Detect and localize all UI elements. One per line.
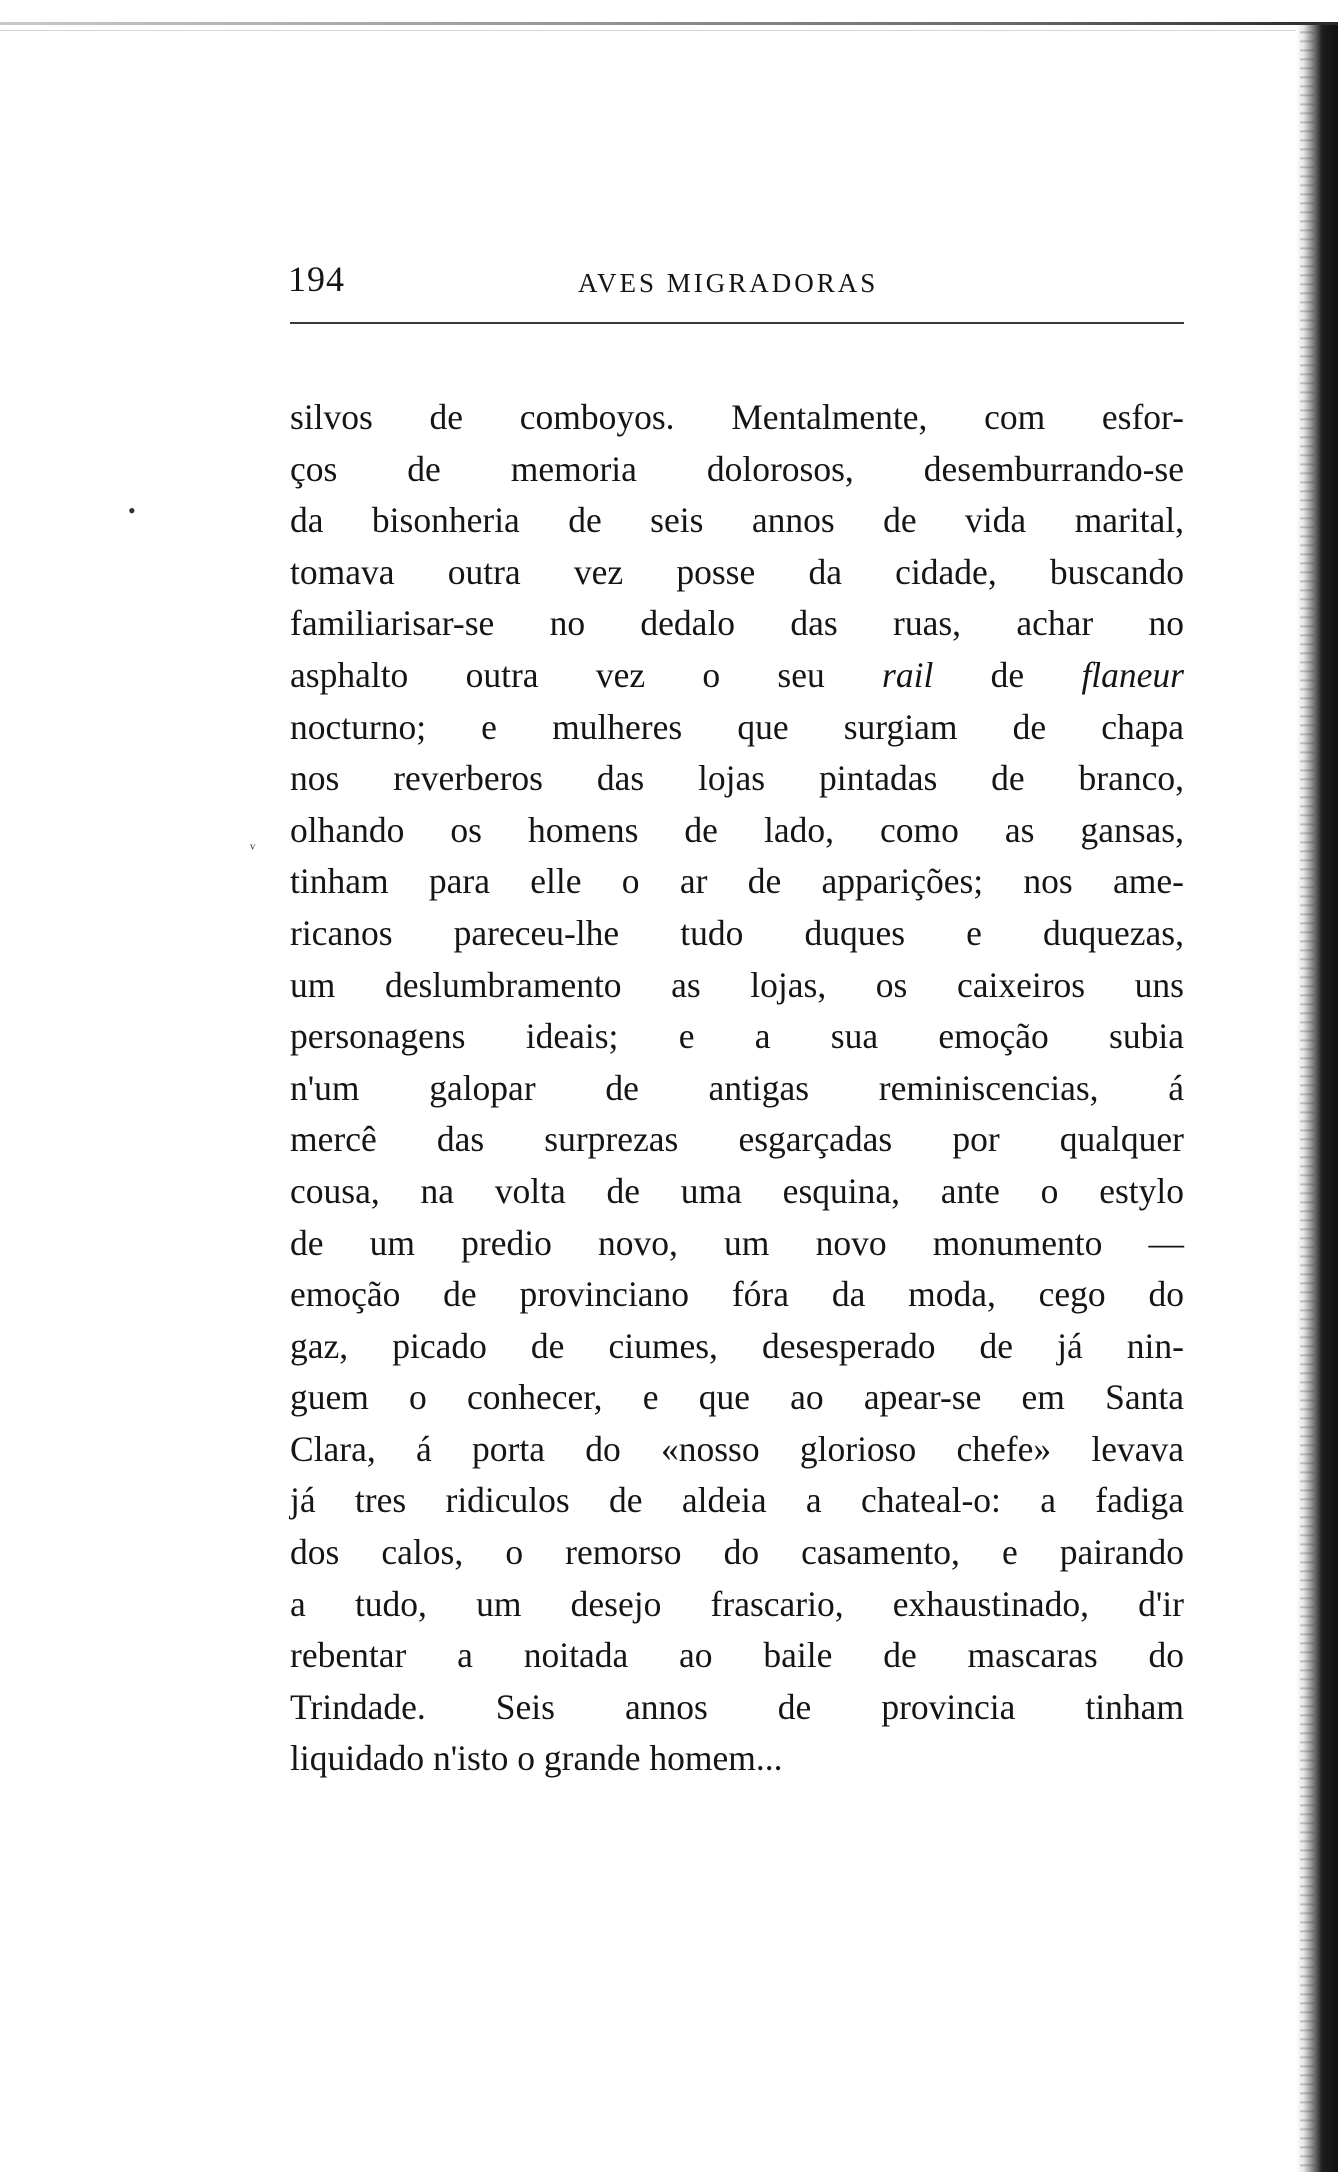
- top-page-edge-shadow: [0, 30, 1310, 31]
- body-text: [290, 392, 1184, 1785]
- text-line: dos calos, o remorso do casamento, e pairando: [290, 1532, 1184, 1573]
- running-title: AVES MIGRADORAS: [578, 268, 879, 298]
- text-line: silvos de comboyos. Mentalmente, com esfor-: [290, 397, 1184, 437]
- text-line: nos reverberos das lojas pintadas de branco,: [290, 758, 1184, 799]
- page-header: [288, 258, 1184, 318]
- text-line: gaz, picado de ciumes, desesperado de já nin-: [290, 1325, 1184, 1366]
- text-line: nocturno; e mulheres que surgiam de chapa: [290, 706, 1184, 747]
- text-line: Trindade. Seis annos de provincia tinham: [290, 1686, 1184, 1727]
- text-line: da bisonheria de seis annos de vida marital,: [290, 500, 1184, 541]
- text-line: ços de memoria dolorosos, desemburrando-se: [290, 448, 1184, 489]
- text-line: familiarisar-se no dedalo das ruas, achar no: [290, 603, 1184, 644]
- text-line: mercê das surprezas esgarçadas por qualquer: [290, 1119, 1184, 1160]
- text-segment: asphalto outra vez o seu: [290, 654, 883, 695]
- text-line: ricanos pareceu-lhe tudo duques e duquezas,: [290, 912, 1184, 953]
- page-gutter-texture: [1300, 25, 1314, 2172]
- text-line: guem o conhecer, e que ao apear-se em Santa: [290, 1377, 1184, 1418]
- text-line: personagens ideais; e a sua emoção subia: [290, 1016, 1184, 1057]
- text-line: n'um galopar de antigas reminiscencias, á: [290, 1067, 1184, 1108]
- top-page-edge: [0, 22, 1338, 25]
- margin-speck: ᵥ: [250, 832, 256, 852]
- text-line: tomava outra vez posse da cidade, buscando: [290, 551, 1184, 592]
- text-line: um deslumbramento as lojas, os caixeiros uns: [290, 964, 1184, 1005]
- text-line: rebentar a noitada ao baile de mascaras do: [290, 1635, 1184, 1676]
- italic-word: rail: [882, 654, 934, 695]
- text-line: a tudo, um desejo frascario, exhaustinado, d'ir: [290, 1583, 1184, 1624]
- text-line: tinham para elle o ar de apparições; nos ame-: [290, 861, 1184, 902]
- text-line-final: liquidado n'isto o grande homem...: [290, 1738, 783, 1779]
- text-line-with-italics: [290, 650, 1184, 702]
- italic-word: flaneur: [1081, 654, 1184, 695]
- text-line: cousa, na volta de uma esquina, ante o estylo: [290, 1170, 1184, 1211]
- text-line: de um predio novo, um novo monumento —: [290, 1222, 1184, 1263]
- text-line: emoção de provinciano fóra da moda, cego do: [290, 1274, 1184, 1315]
- text-line: Clara, á porta do «nosso glorioso chefe» levava: [290, 1428, 1184, 1469]
- header-rule: [290, 322, 1184, 324]
- text-line: olhando os homens de lado, como as gansas,: [290, 809, 1184, 850]
- margin-speck: •: [128, 498, 136, 523]
- page-number: 194: [288, 259, 345, 299]
- text-segment: de: [933, 654, 1082, 695]
- text-line: já tres ridiculos de aldeia a chateal-o: a fadiga: [290, 1480, 1184, 1521]
